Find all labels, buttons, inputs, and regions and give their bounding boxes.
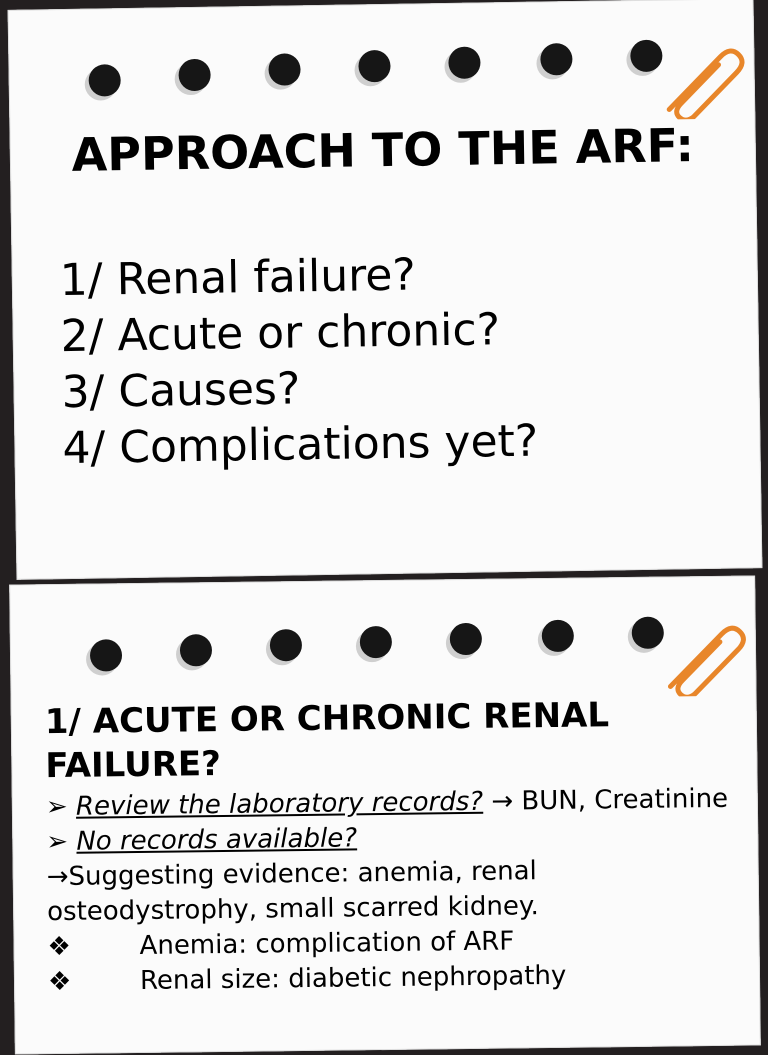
binder-hole-icon [180,634,212,666]
section-body [46,782,749,1001]
bullet-item [48,957,748,1001]
lab-values-text: BUN, Creatinine [521,783,729,817]
binder-hole-icon [270,629,302,661]
note-card-approach [8,0,763,580]
binder-hole-icon [178,59,210,91]
note-card-acute-chronic [9,575,761,1054]
page-title: APPROACH TO THE ARF: [71,118,695,182]
diamond-bullet-icon: ❖ [47,931,72,963]
no-records-link[interactable]: No records available? [76,823,358,857]
binder-hole-icon [450,623,482,655]
section-title: 1/ ACUTE OR CHRONIC RENAL FAILURE? [44,695,610,787]
bullet-text: Anemia: complication of ARF [139,926,515,962]
bullet-text: Renal size: diabetic nephropathy [139,960,567,997]
diamond-bullet-icon: ❖ [47,966,72,998]
binder-hole-icon [448,46,480,78]
paperclip-icon [658,38,749,119]
binder-hole-icon [268,53,300,85]
arrowhead-bullet-icon: ➢ [46,826,69,858]
review-records-link[interactable]: Review the laboratory records? [75,786,484,822]
paperclip-icon [660,616,751,697]
list-item: 2/ Acute or chronic? [60,304,501,363]
binder-hole-icon [360,626,392,658]
binder-hole-icon [542,620,574,652]
question-list [59,246,538,477]
arrowhead-bullet-icon: ➢ [45,791,68,823]
binder-hole-icon [358,50,390,82]
list-item: 1/ Renal failure? [59,249,417,307]
binder-hole-icon [90,639,122,671]
list-item: 3/ Causes? [61,363,301,419]
list-item: 4/ Complications yet? [62,415,539,475]
binder-hole-icon [88,64,120,96]
right-arrow-icon: → [491,786,514,817]
binder-hole-icon [540,43,572,75]
evidence-line: →Suggesting evidence: anemia, renal osteodystrophy, small scarred kidney. [46,856,540,928]
